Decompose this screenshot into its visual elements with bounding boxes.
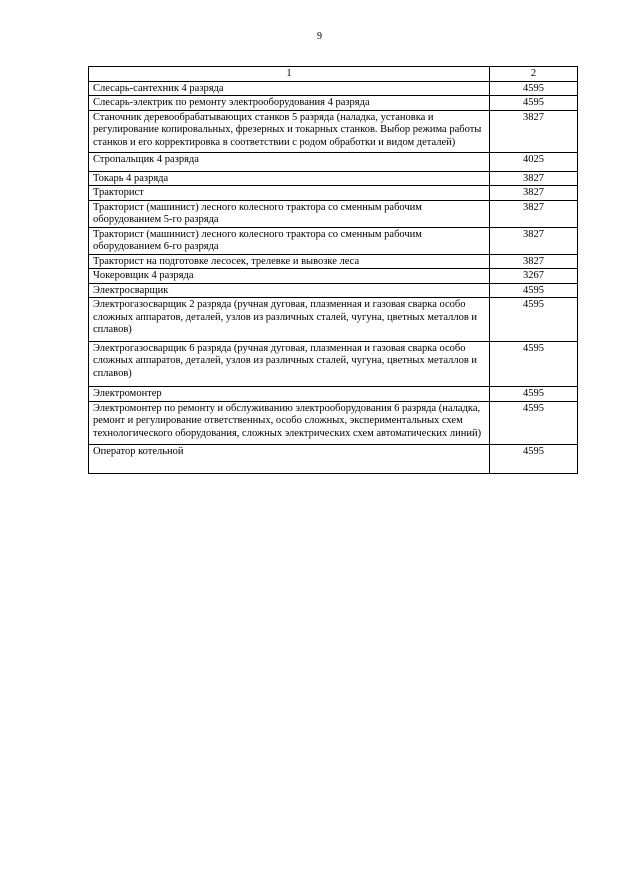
profession-cell: Слесарь-сантехник 4 разряда: [89, 81, 490, 96]
table-row: [89, 153, 578, 172]
table-row: [89, 186, 578, 201]
header-col-2: 2: [490, 67, 578, 82]
value-cell: 4595: [490, 96, 578, 111]
value-cell: 4595: [490, 81, 578, 96]
table-row: [89, 81, 578, 96]
value-cell: 3827: [490, 200, 578, 227]
table-row: [89, 171, 578, 186]
profession-cell: Электрогазосварщик 6 разряда (ручная дуговая, плазменная и газовая сварка особо сложных аппаратов, деталей, узлов из различных сталей, чугуна, цветных металлов и сплавов): [89, 341, 490, 387]
value-cell: 3827: [490, 186, 578, 201]
value-cell: 4595: [490, 387, 578, 402]
value-cell: 4595: [490, 401, 578, 445]
page-number: 9: [317, 31, 322, 42]
table-header-row: [89, 67, 578, 82]
value-cell: 4595: [490, 445, 578, 474]
value-cell: 4025: [490, 153, 578, 172]
profession-cell: Токарь 4 разряда: [89, 171, 490, 186]
value-cell: 4595: [490, 298, 578, 342]
profession-cell: Электромонтер: [89, 387, 490, 402]
value-cell: 3827: [490, 110, 578, 153]
table-row: [89, 445, 578, 474]
table-row: [89, 298, 578, 342]
header-col-1: 1: [89, 67, 490, 82]
wage-table: [88, 66, 578, 474]
table-row: [89, 254, 578, 269]
table-row: [89, 110, 578, 153]
value-cell: 3827: [490, 254, 578, 269]
profession-cell: Электросварщик: [89, 283, 490, 298]
table-row: [89, 283, 578, 298]
table-row: [89, 227, 578, 254]
table-row: [89, 96, 578, 111]
profession-cell: Тракторист: [89, 186, 490, 201]
value-cell: 4595: [490, 283, 578, 298]
profession-cell: Тракторист (машинист) лесного колесного трактора со сменным рабочим оборудованием 5-го разряда: [89, 200, 490, 227]
profession-cell: Тракторист на подготовке лесосек, трелевке и вывозке леса: [89, 254, 490, 269]
profession-cell: Тракторист (машинист) лесного колесного трактора со сменным рабочим оборудованием 6-го разряда: [89, 227, 490, 254]
table-row: [89, 387, 578, 402]
profession-cell: Чокеровщик 4 разряда: [89, 269, 490, 284]
profession-cell: Слесарь-электрик по ремонту электрооборудования 4 разряда: [89, 96, 490, 111]
profession-cell: Стропальщик 4 разряда: [89, 153, 490, 172]
table-row: [89, 269, 578, 284]
profession-cell: Электромонтер по ремонту и обслуживанию электрооборудования 6 разряда (наладка, ремонт и регулирование ответственных, особо сложных, экспериментальных схем технологического оборудования, сложных электрических схем автоматических линий): [89, 401, 490, 445]
profession-cell: Оператор котельной: [89, 445, 490, 474]
value-cell: 3827: [490, 227, 578, 254]
value-cell: 3267: [490, 269, 578, 284]
profession-cell: Электрогазосварщик 2 разряда (ручная дуговая, плазменная и газовая сварка особо сложных аппаратов, деталей, узлов из различных сталей, чугуна, цветных металлов и сплавов): [89, 298, 490, 342]
table-row: [89, 401, 578, 445]
value-cell: 3827: [490, 171, 578, 186]
profession-cell: Станочник деревообрабатывающих станков 5 разряда (наладка, установка и регулирование копировальных, фрезерных и токарных станков. Выбор режима работы станков и его корректировка в соответствии с родом обработки и видом деталей): [89, 110, 490, 153]
value-cell: 4595: [490, 341, 578, 387]
table-row: [89, 341, 578, 387]
table-row: [89, 200, 578, 227]
